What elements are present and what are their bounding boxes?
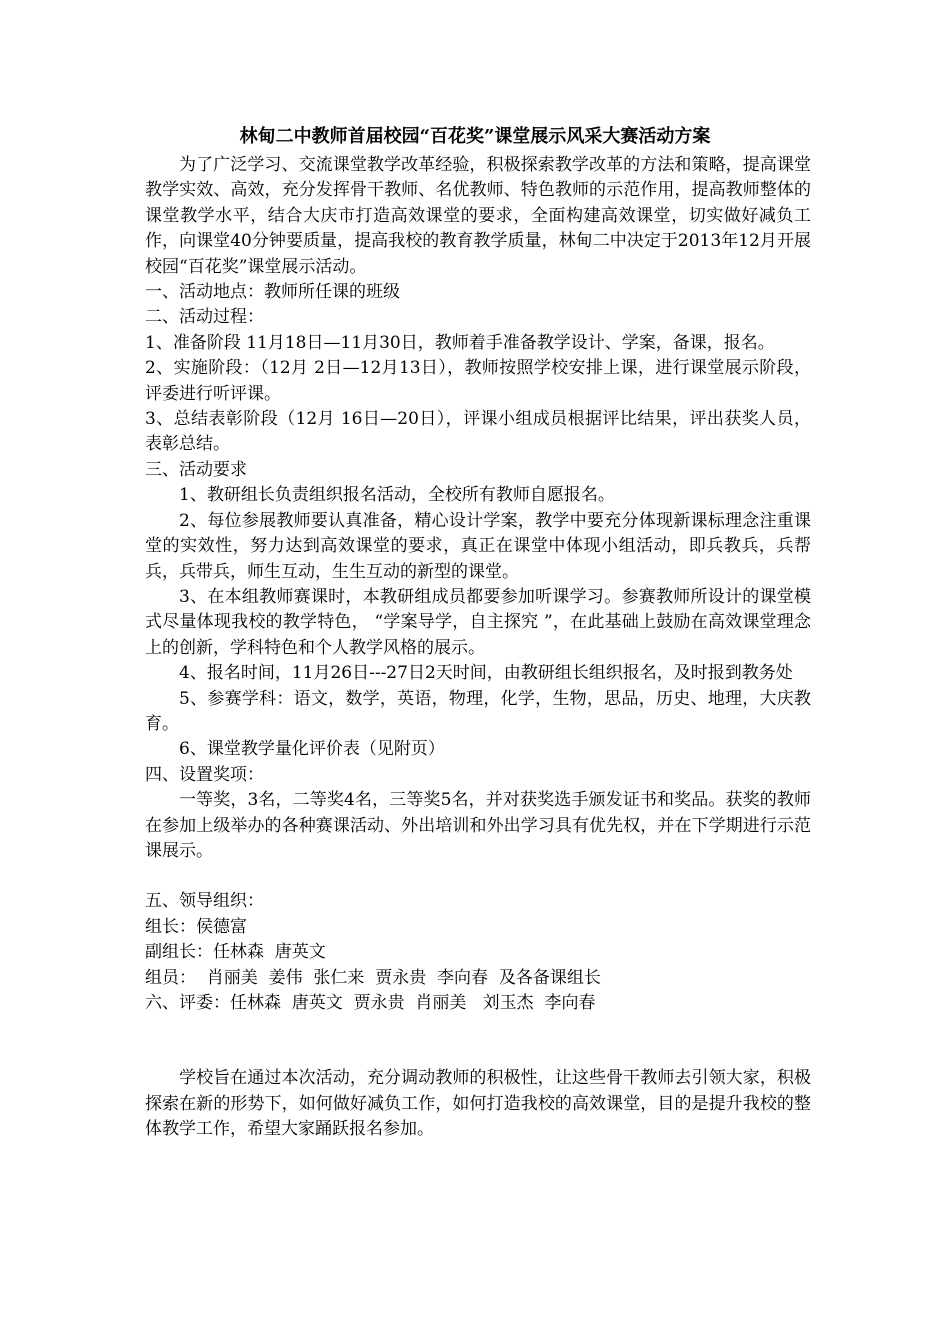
section-heading-process: 二、活动过程： — [145, 307, 264, 328]
vice-leader-line: 副组长：任林森 唐英文 — [145, 942, 326, 963]
process-item: 3、总结表彰阶段（12月 16日—20日），评课小组成员根据评比结果，评出获奖人员，表彰总结。 — [145, 409, 811, 455]
requirement-item: 5、参赛学科：语文，数学，英语，物理，化学，生物，思品，历史、地理，大庆教育。 — [145, 688, 811, 734]
process-item: 1、准备阶段 11月18日—11月30日，教师着手准备教学设计、学案，备课，报名。 — [145, 332, 775, 353]
section-heading-requirements: 三、活动要求 — [145, 459, 247, 480]
section-heading-organization: 五、领导组织： — [145, 891, 264, 912]
document-title: 林甸二中教师首届校园“百花奖”课堂展示风采大赛活动方案 — [239, 126, 711, 147]
section-heading-awards: 四、设置奖项： — [145, 764, 264, 785]
section-heading-location: 一、活动地点：教师所任课的班级 — [145, 282, 400, 303]
process-item: 2、实施阶段：（12月 2日—12月13日），教师按照学校安排上课，进行课堂展示阶段，评委进行听评课。 — [145, 358, 811, 404]
document-body — [145, 153, 811, 1143]
closing-paragraph: 学校旨在通过本次活动，充分调动教师的积极性，让这些骨干教师去引领大家，积极探索在新的形势下，如何做好减负工作，如何打造我校的高效课堂，目的是提升我校的整体教学工作，希望大家踊跃报名参加。 — [145, 1068, 811, 1140]
requirement-item: 2、每位参展教师要认真准备，精心设计学案，教学中要充分体现新课标理念注重课堂的实效性，努力达到高效课堂的要求，真正在课堂中体现小组活动，即兵教兵，兵帮兵，兵带兵，师生互动，生生互动的新型的课堂。 — [145, 510, 811, 582]
spacer — [145, 1016, 811, 1066]
members-line: 组员： 肖丽美 姜伟 张仁来 贾永贵 李向春 及各备课组长 — [145, 967, 601, 988]
awards-paragraph: 一等奖，3名，二等奖4名，三等奖5名，并对获奖选手颁发证书和奖品。获奖的教师在参加上级举办的各种赛课活动、外出培训和外出学习具有优先权，并在下学期进行示范课展示。 — [145, 790, 811, 861]
requirement-item: 6、课堂教学量化评价表（见附页） — [179, 739, 445, 760]
requirement-item: 1、教研组长负责组织报名活动，全校所有教师自愿报名。 — [179, 485, 615, 506]
leader-line: 组长：侯德富 — [145, 916, 247, 937]
spacer — [145, 864, 811, 889]
judges-line: 六、评委：任林森 唐英文 贾永贵 肖丽美 刘玉杰 李向春 — [145, 993, 596, 1013]
intro-paragraph: 为了广泛学习、交流课堂教学改革经验，积极探索教学改革的方法和策略，提高课堂教学实效、高效，充分发挥骨干教师、名优教师、特色教师的示范作用，提高教师整体的课堂教学水平，结合大庆市打造高效课堂的要求，全面构建高效课堂，切实做好减负工作，向课堂40分钟要质量，提高我校的教育教学质量，林甸二中决定于2013年12月开展 校园“百花奖”课堂展示活动。 — [145, 155, 811, 277]
requirement-item: 3、在本组教师赛课时，本教研组成员都要参加听课学习。参赛教师所设计的课堂模式尽量体现我校的教学特色， “学案导学，自主探究 ”，在此基础上鼓励在高效课堂理念上的创新，学科特色和个人教学风格的展示。 — [145, 586, 811, 658]
requirement-item: 4、报名时间，11月26日---27日2天时间，由教研组长组织报名，及时报到教务处 — [179, 663, 793, 684]
